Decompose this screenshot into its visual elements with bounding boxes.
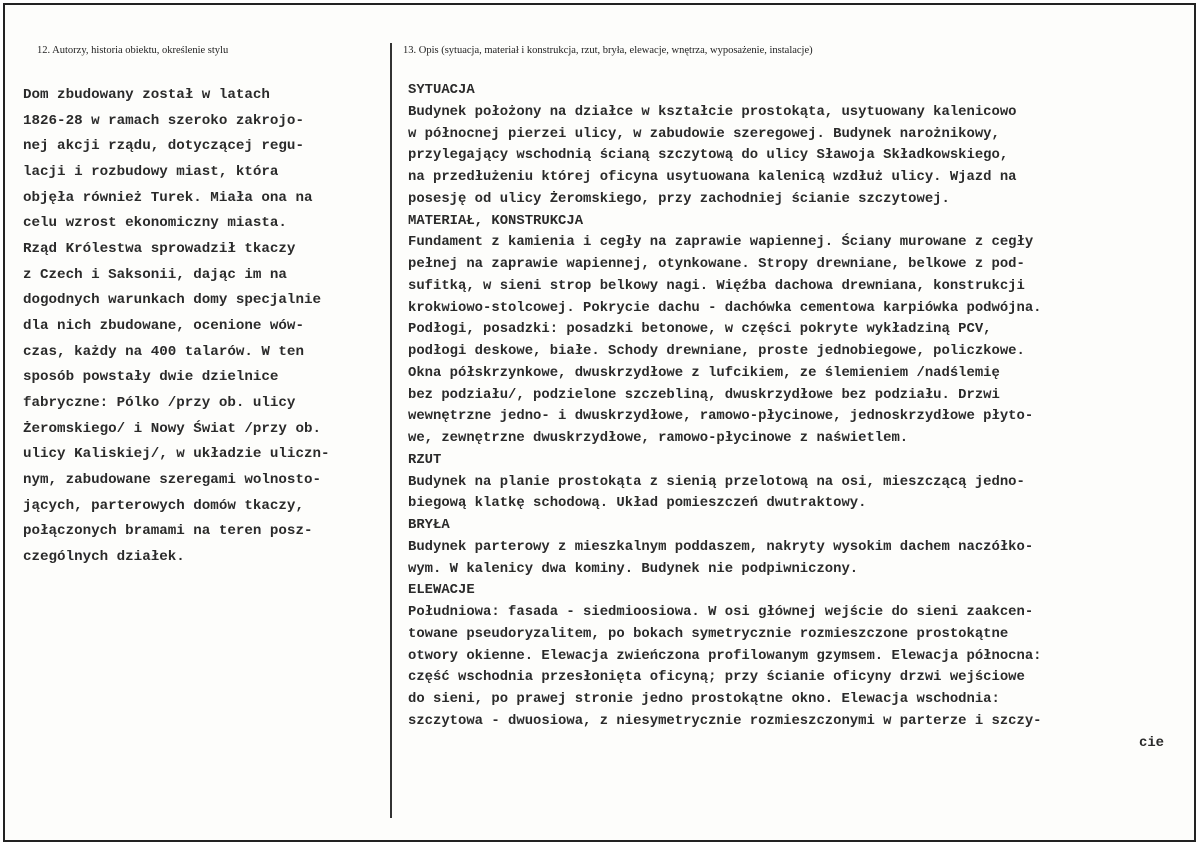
- history-text-line: nej akcji rządu, dotyczącej regu-: [23, 138, 304, 155]
- history-text-line: Dom zbudowany został w latach: [23, 87, 270, 103]
- history-text-line: 1826-28 w ramach szeroko zakrojo-: [23, 112, 304, 129]
- description-text-line: MATERIAŁ, KONSTRUKCJA: [408, 212, 584, 229]
- description-text-line: przylegający wschodnią ścianą szczytową do ulicy Sławoja Składkowskiego,: [408, 147, 1009, 164]
- history-text-line: sposób powstały dwie dzielnice: [23, 369, 279, 386]
- description-text-line: towane pseudoryzalitem, po bokach symetrycznie rozmieszczone prostokątne: [408, 625, 1009, 642]
- description-text-line: otwory okienne. Elewacja zwieńczona profilowanym gzymsem. Elewacja północna:: [408, 647, 1042, 664]
- history-text-line: lacji i rozbudowy miast, która: [23, 163, 279, 180]
- inventory-card-sheet: [3, 3, 1196, 842]
- description-text-line: Fundament z kamienia i cegły na zaprawie wapiennej. Ściany murowane z cegły: [408, 234, 1034, 251]
- description-text-line: w północnej pierzei ulicy, w zabudowie szeregowej. Budynek narożnikowy,: [408, 125, 1000, 142]
- right-column-header: 13. Opis (sytuacja, materiał i konstrukcja, rzut, bryła, elewacje, wnętrza, wyposażenie, instalacje): [403, 45, 813, 56]
- history-text-line: ulicy Kaliskiej/, w układzie uliczn-: [23, 446, 330, 463]
- history-text-line: dla nich zbudowane, ocenione wów-: [23, 317, 304, 334]
- description-text-line: Południowa: fasada - siedmioosiowa. W osi głównej wejście do sieni zaakcen-: [408, 604, 1034, 620]
- description-text-line: RZUT: [408, 451, 442, 468]
- history-text-line: z Czech i Saksonii, dając im na: [23, 266, 287, 283]
- history-text-line: nym, zabudowane szeregami wolnosto-: [23, 471, 321, 488]
- description-text-line: krokwiowo-stolcowej. Pokrycie dachu - dachówka cementowa karpiówka podwójna.: [408, 299, 1042, 316]
- description-text-line: wym. W kalenicy dwa kominy. Budynek nie podpiwniczony.: [408, 560, 859, 577]
- history-text-line: objęła również Turek. Miała ona na: [23, 189, 313, 206]
- history-text-line: dogodnych warunkach domy specjalnie: [23, 292, 321, 309]
- description-text-line: we, zewnętrzne dwuskrzydłowe, ramowo-płycinowe z naświetlem.: [408, 430, 909, 446]
- history-text-line: Żeromskiego/ i Nowy Świat /przy ob.: [23, 420, 321, 437]
- description-text-line: cie: [1138, 734, 1164, 751]
- description-text-line: sufitką, w sieni strop belkowy nagi. Więźba dachowa drewniana, konstrukcji: [408, 277, 1025, 294]
- description-text-line: wewnętrzne jedno- i dwuskrzydłowe, ramowo-płycinowe, jednoskrzydłowe płyto-: [408, 408, 1034, 425]
- description-text-line: SYTUACJA: [408, 82, 475, 98]
- description-text-line: szczytowa - dwuosiowa, z niesymetrycznie rozmieszczonymi w parterze i szczy-: [408, 712, 1042, 729]
- history-text-line: Rząd Królestwa sprowadził tkaczy: [23, 240, 296, 257]
- description-text-line: na przedłużeniu której oficyna usytuowana kalenicą wzdłuż ulicy. Wjazd na: [408, 169, 1017, 185]
- description-text-line: Budynek położony na działce w kształcie prostokąta, usytuowany kalenicowo: [408, 103, 1017, 120]
- history-text-line: jących, parterowych domów tkaczy,: [23, 497, 304, 514]
- description-text-line: Budynek parterowy z mieszkalnym poddaszem, nakryty wysokim dachem naczółko-: [408, 538, 1034, 555]
- history-text-line: czas, każdy na 400 talarów. W ten: [23, 343, 304, 360]
- description-text-line: Budynek na planie prostokąta z sienią przelotową na osi, mieszczącą jedno-: [408, 473, 1025, 490]
- history-text-line: fabryczne: Pólko /przy ob. ulicy: [23, 394, 296, 411]
- history-text-block: [23, 83, 385, 570]
- description-text-block: [408, 80, 1196, 754]
- description-text-line: Podłogi, posadzki: posadzki betonowe, w części pokryte wykładziną PCV,: [408, 321, 992, 338]
- description-text-line: ELEWACJE: [408, 582, 475, 599]
- description-text-line: biegową klatkę schodową. Układ pomieszczeń dwutraktowy.: [408, 495, 867, 512]
- description-text-line: do sieni, po prawej stronie jedno prostokątne okno. Elewacja wschodnia:: [408, 691, 1000, 707]
- description-text-line: część wschodnia przesłonięta oficyną; przy ścianie oficyny drzwi wejściowe: [408, 669, 1025, 686]
- left-column-header: 12. Autorzy, historia obiektu, określenie stylu: [37, 45, 229, 56]
- description-text-line: bez podziału/, podzielone szczebliną, dwuskrzydłowe bez podziału. Drzwi: [408, 386, 1000, 403]
- history-text-line: połączonych bramami na teren posz-: [23, 523, 313, 540]
- description-text-line: pełnej na zaprawie wapiennej, otynkowane. Stropy drewniane, belkowe z pod-: [408, 256, 1025, 272]
- history-text-line: celu wzrost ekonomiczny miasta.: [23, 215, 287, 232]
- description-text-line: posesję od ulicy Żeromskiego, przy zachodniej ścianie szczytowej.: [408, 190, 950, 207]
- description-text-line: BRYŁA: [408, 517, 450, 533]
- description-text-line: Okna półskrzynkowe, dwuskrzydłowe z lufcikiem, ze ślemieniem /nadślemię: [408, 364, 1000, 381]
- column-divider: [390, 43, 392, 818]
- history-text-line: czególnych działek.: [23, 548, 185, 565]
- description-text-line: podłogi deskowe, białe. Schody drewniane, proste jednobiegowe, policzkowe.: [408, 343, 1025, 359]
